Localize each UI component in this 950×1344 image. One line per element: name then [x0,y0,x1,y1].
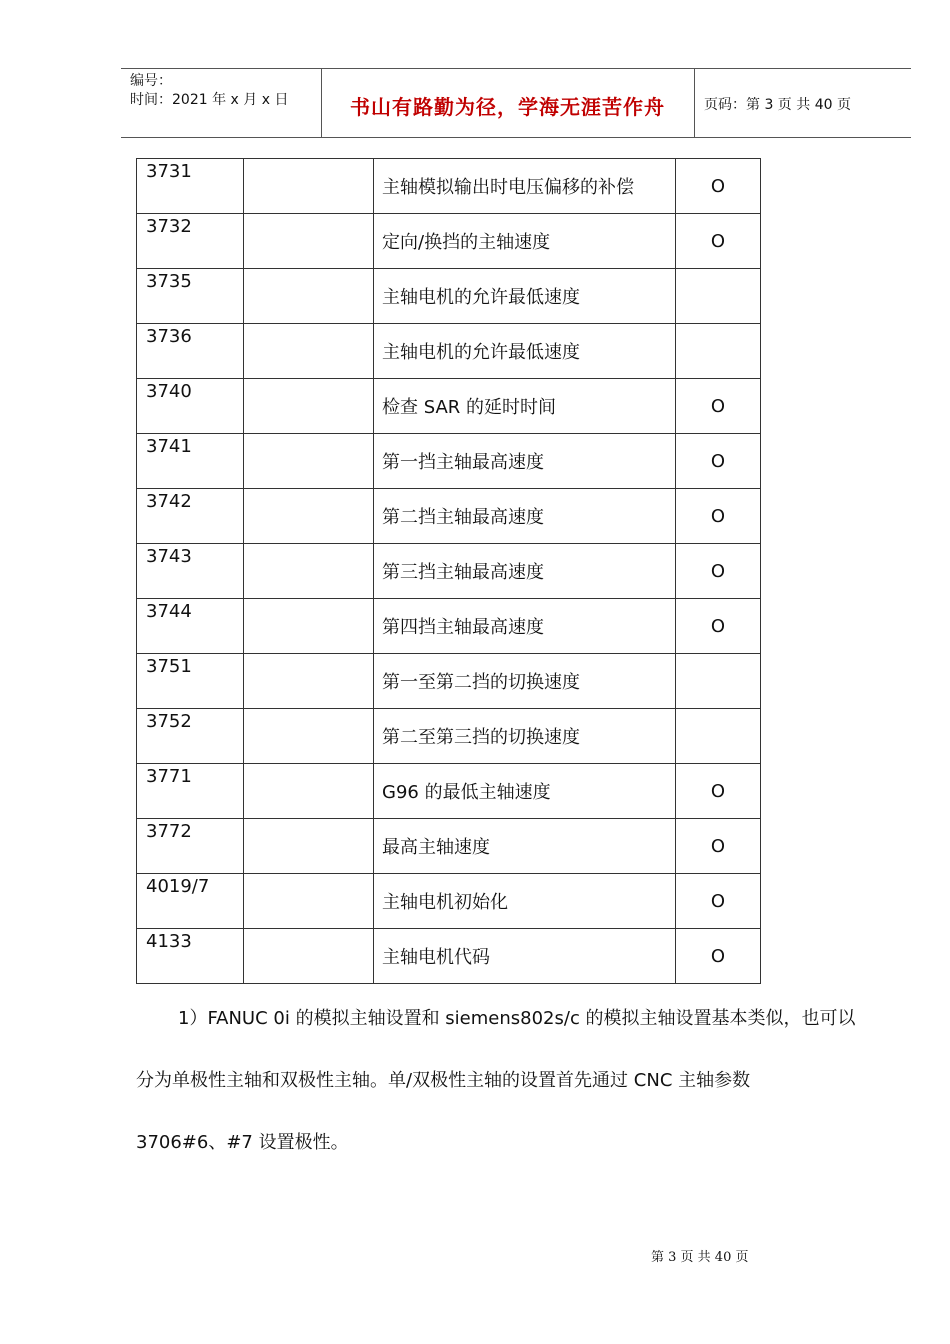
parameter-mark-cell [676,324,761,379]
parameter-description-cell: 定向/换挡的主轴速度 [374,214,676,269]
parameter-description-cell: 最高主轴速度 [374,819,676,874]
table-row [137,819,761,874]
parameter-description-cell: 主轴电机的允许最低速度 [374,269,676,324]
parameter-mark-cell: O [676,599,761,654]
parameter-bit-cell [244,654,374,709]
table-row [137,159,761,214]
parameter-number-cell: 3751 [137,654,244,709]
parameter-number-cell: 3741 [137,434,244,489]
parameter-number-cell: 3752 [137,709,244,764]
parameter-mark-cell: O [676,764,761,819]
document-number-label: 编号： [130,73,172,89]
parameter-bit-cell [244,764,374,819]
parameter-bit-cell [244,324,374,379]
page-header [121,68,911,138]
parameter-description-cell: 第一挡主轴最高速度 [374,434,676,489]
parameter-number-cell: 3736 [137,324,244,379]
parameter-bit-cell [244,159,374,214]
parameter-bit-cell [244,874,374,929]
parameter-bit-cell [244,379,374,434]
header-meta [130,72,288,110]
document-date: 时间：2021 年 x 月 x 日 [130,92,289,108]
parameter-number-cell: 3771 [137,764,244,819]
header-motto: 书山有路勤为径，学海无涯苦作舟 [350,95,665,119]
header-page-info: 页码：第 3 页 共 40 页 [704,97,851,113]
parameter-bit-cell [244,489,374,544]
parameter-mark-cell: O [676,434,761,489]
parameter-mark-cell [676,709,761,764]
parameter-description-cell: 主轴模拟输出时电压偏移的补偿 [374,159,676,214]
parameter-number-cell: 3732 [137,214,244,269]
header-divider [694,69,695,137]
parameter-number-cell: 4133 [137,929,244,984]
parameter-number-cell: 3742 [137,489,244,544]
parameter-mark-cell: O [676,214,761,269]
body-paragraph-line: 3706#6、#7 设置极性。 [136,1132,349,1153]
parameter-bit-cell [244,929,374,984]
table-row [137,269,761,324]
parameter-number-cell: 4019/7 [137,874,244,929]
body-paragraph-line: 1）FANUC 0i 的模拟主轴设置和 siemens802s/c 的模拟主轴设置基本类似，也可以 [178,1008,856,1029]
parameter-bit-cell [244,709,374,764]
parameter-description-cell: 第三挡主轴最高速度 [374,544,676,599]
parameter-bit-cell [244,434,374,489]
parameter-description-cell: 第一至第二挡的切换速度 [374,654,676,709]
parameter-mark-cell: O [676,159,761,214]
parameter-description-cell: 第二至第三挡的切换速度 [374,709,676,764]
parameter-description-cell: 主轴电机的允许最低速度 [374,324,676,379]
table-row [137,489,761,544]
parameter-number-cell: 3731 [137,159,244,214]
parameter-description-cell: 主轴电机代码 [374,929,676,984]
parameter-bit-cell [244,599,374,654]
parameter-number-cell: 3744 [137,599,244,654]
table-row [137,874,761,929]
table-row [137,544,761,599]
spindle-parameter-table [136,158,761,984]
table-row [137,764,761,819]
parameter-bit-cell [244,269,374,324]
page-footer: 第 3 页 共 40 页 [651,1250,749,1265]
table-row [137,929,761,984]
parameter-mark-cell [676,654,761,709]
parameter-description-cell: 第四挡主轴最高速度 [374,599,676,654]
parameter-description-cell: G96 的最低主轴速度 [374,764,676,819]
parameter-bit-cell [244,819,374,874]
parameter-description-cell: 检查 SAR 的延时时间 [374,379,676,434]
parameter-mark-cell: O [676,379,761,434]
parameter-description-cell: 主轴电机初始化 [374,874,676,929]
parameter-mark-cell: O [676,489,761,544]
parameter-description-cell: 第二挡主轴最高速度 [374,489,676,544]
parameter-mark-cell: O [676,874,761,929]
parameter-mark-cell [676,269,761,324]
parameter-number-cell: 3772 [137,819,244,874]
parameter-number-cell: 3743 [137,544,244,599]
table-row [137,379,761,434]
table-row [137,599,761,654]
table-row [137,434,761,489]
parameter-bit-cell [244,214,374,269]
parameter-number-cell: 3740 [137,379,244,434]
parameter-number-cell: 3735 [137,269,244,324]
parameter-mark-cell: O [676,929,761,984]
table-row [137,214,761,269]
parameter-bit-cell [244,544,374,599]
table-row [137,324,761,379]
table-row [137,709,761,764]
parameter-mark-cell: O [676,544,761,599]
parameter-mark-cell: O [676,819,761,874]
body-paragraph-line: 分为单极性主轴和双极性主轴。单/双极性主轴的设置首先通过 CNC 主轴参数 [136,1070,751,1091]
table-row [137,654,761,709]
